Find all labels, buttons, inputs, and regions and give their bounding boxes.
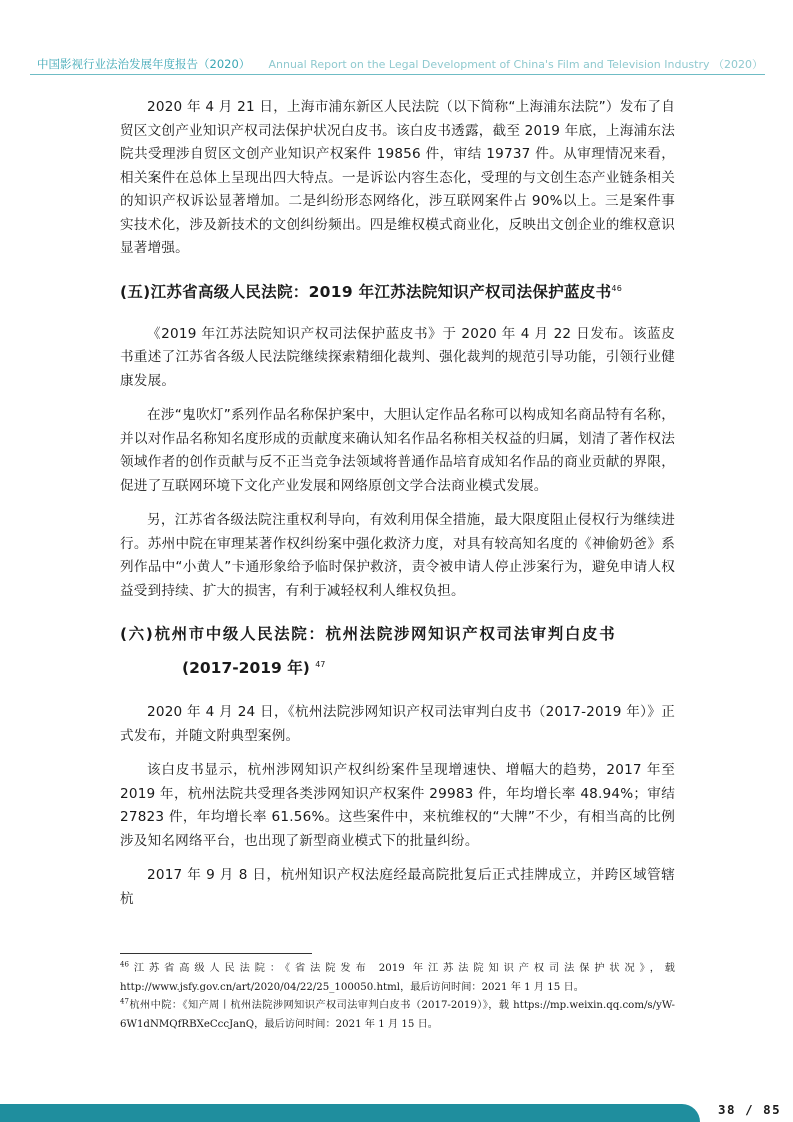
paragraph-jiangsu-intro: 《2019 年江苏法院知识产权司法保护蓝皮书》于 2020 年 4 月 22 日发布。该蓝皮书重述了江苏省各级人民法院继续探索精细化裁判、强化裁判的规范引导功能，引领行业健康发展。 (120, 325, 675, 389)
header-title-cn: 中国影视行业法治发展年度报告（2020） (37, 57, 251, 71)
section-heading-hangzhou-years-text: (2017-2019 年) (182, 659, 310, 677)
footnotes (120, 960, 675, 1034)
section-heading-hangzhou: (六)杭州市中级人民法院：杭州法院涉网知识产权司法审判白皮书 (120, 625, 617, 643)
footnote-47-text: 杭州中院：《知产周丨杭州法院涉网知识产权司法审判白皮书（2017-2019）》，载 https://mp.weixin.qq.com/s/yW-6W1dNMQfRBXeCccJanQ，最后访问时间：2021 年 1 月 15 日。 (120, 1000, 675, 1030)
footnote-47 (120, 997, 675, 1034)
section-heading-jiangsu (120, 279, 675, 305)
section-heading-hangzhou-years (120, 655, 675, 681)
paragraph-hangzhou-release: 2020 年 4 月 24 日，《杭州法院涉网知识产权司法审判白皮书（2017-2019 年）》正式发布，并随文附典型案例。 (120, 704, 675, 744)
footnote-46-mark: 46 (120, 960, 129, 969)
paragraph-guichuideng-case: 在涉“鬼吹灯”系列作品名称保护案中，大胆认定作品名称可以构成知名商品特有名称，并以对作品名称知名度形成的贡献度来确认知名作品名称相关权益的归属，划清了著作权法领域作者的创作贡献与反不正当竞争法领域将普通作品培育成知名作品的商业贡献的界限，促进了互联网环境下文化产业发展和网络原创文学合法商业模式发展。 (120, 407, 675, 494)
page-number: 38 / 85 (718, 1102, 782, 1117)
footnote-47-mark: 47 (120, 997, 129, 1006)
footnote-ref-46[interactable]: 46 (611, 283, 623, 293)
header-title-en: Annual Report on the Legal Development of China's Film and Television Industry （2020） (268, 58, 763, 71)
header-divider (30, 74, 765, 75)
footnote-ref-47[interactable]: 47 (315, 659, 326, 669)
running-header (0, 52, 793, 76)
footer-accent-bar (0, 1104, 700, 1122)
paragraph-shanghai-pudong: 2020 年 4 月 21 日，上海市浦东新区人民法院（以下简称“上海浦东法院”）发布了自贸区文创产业知识产权司法保护状况白皮书。该白皮书透露，截至 2019 年底，上海浦东法院共受理涉自贸区文创产业知识产权案件 19856 件，审结 19737 件。从审理情况来看，相关案件在总体上呈现出四大特点。一是诉讼内容生态化，受理的与文创生态产业链条相关的知识产权诉讼显著增加。二是纠纷形态网络化，涉互联网案件占 90%以上。三是案件事实技术化，涉及新技术的文创纠纷频出。四是维权模式商业化，反映出文创企业的维权意识显著增强。 (120, 99, 675, 256)
footnote-46-text: 江苏省高级人民法院：《省法院发布 2019 年江苏法院知识产权司法保护状况》，载 http://www.jsfy.gov.cn/art/2020/04/22/25_100050.html，最后访问时间：2021 年 1 月 15 日。 (120, 963, 675, 993)
paragraph-hangzhou-court: 2017 年 9 月 8 日，杭州知识产权法庭经最高院批复后正式挂牌成立，并跨区域管辖杭 (120, 867, 675, 907)
paragraph-minions-case: 另，江苏省各级法院注重权利导向，有效利用保全措施，最大限度阻止侵权行为继续进行。苏州中院在审理某著作权纠纷案中强化救济力度，对具有较高知名度的《神偷奶爸》系列作品中“小黄人”卡通形象给予临时保护救济，责令被申请人停止涉案行为，避免申请人权益受到持续、扩大的损害，有利于减轻权利人维权负担。 (120, 512, 675, 599)
paragraph-hangzhou-stats: 该白皮书显示，杭州涉网知识产权纠纷案件呈现增速快、增幅大的趋势，2017 年至 2019 年，杭州法院共受理各类涉网知识产权案件 29983 件，年均增长率 48.94%；审结 27823 件，年均增长率 61.56%。这些案件中，来杭维权的“大牌”不少，有相当高的比例涉及知名网络平台，也出现了新型商业模式下的批量纠纷。 (120, 762, 675, 849)
main-content (120, 96, 675, 922)
section-heading-jiangsu-text: (五)江苏省高级人民法院：2019 年江苏法院知识产权司法保护蓝皮书 (120, 282, 612, 301)
footnote-divider (120, 953, 312, 954)
footnote-46 (120, 960, 675, 997)
